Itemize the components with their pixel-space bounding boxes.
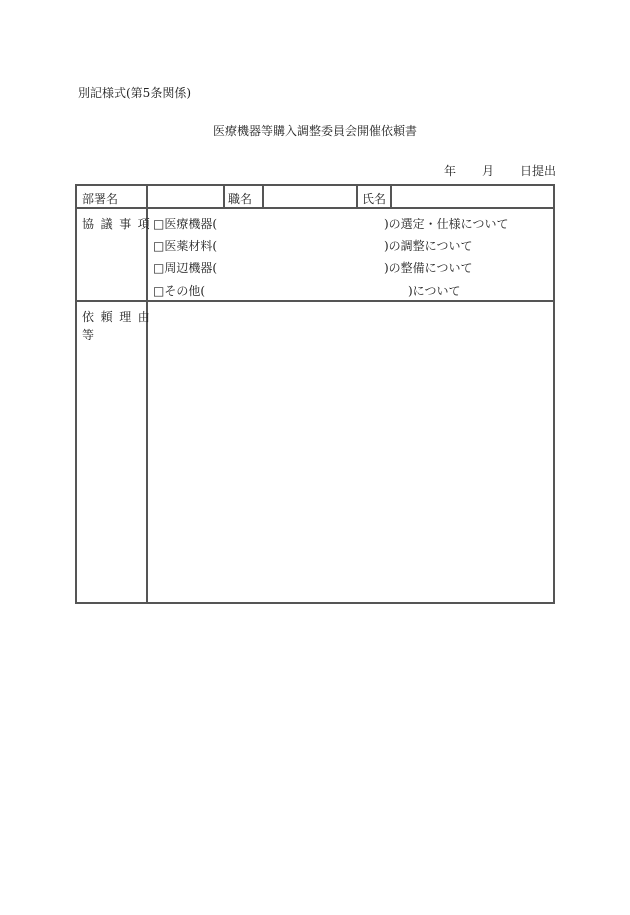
reason-field[interactable] <box>152 306 551 600</box>
department-field[interactable] <box>152 188 220 206</box>
form-rule-department-end <box>223 184 225 208</box>
matter-item-peripheral-device[interactable]: □周辺機器( <box>153 261 218 275</box>
annex-label: 別記様式(第5条関係) <box>78 86 191 100</box>
name-label: 氏名 <box>362 192 387 206</box>
form-rule-position-end <box>356 184 358 208</box>
position-label: 職名 <box>228 192 253 206</box>
reason-label-line1: 依頼理由 <box>82 310 157 324</box>
reason-label-line2: 等 <box>82 328 95 342</box>
matter-item-peripheral-device-suffix: )の整備について <box>384 261 473 275</box>
form-rule-position-label-end <box>262 184 264 208</box>
matter-item-other[interactable]: □その他( <box>153 284 206 298</box>
submission-date <box>444 162 556 179</box>
matter-item-medical-material-suffix: )の調整について <box>384 239 473 253</box>
matter-item-medical-material[interactable]: □医薬材料( <box>153 239 218 253</box>
form-rule-label-column <box>146 184 148 604</box>
date-year-label: 年 <box>443 164 456 178</box>
form-rule-name-label-end <box>390 184 392 208</box>
matter-item-medical-device[interactable]: □医療機器( <box>153 217 218 231</box>
date-day-submit-label: 日提出 <box>519 164 556 178</box>
matters-label: 協議事項 <box>82 217 157 231</box>
matter-item-medical-device-suffix: )の選定・仕様について <box>384 217 509 231</box>
name-field[interactable] <box>395 188 551 206</box>
matter-item-other-suffix: )について <box>408 284 461 298</box>
page-title: 医療機器等購入調整委員会開催依頼書 <box>212 124 417 138</box>
date-month-label: 月 <box>481 164 494 178</box>
department-label: 部署名 <box>82 192 119 206</box>
position-field[interactable] <box>267 188 353 206</box>
